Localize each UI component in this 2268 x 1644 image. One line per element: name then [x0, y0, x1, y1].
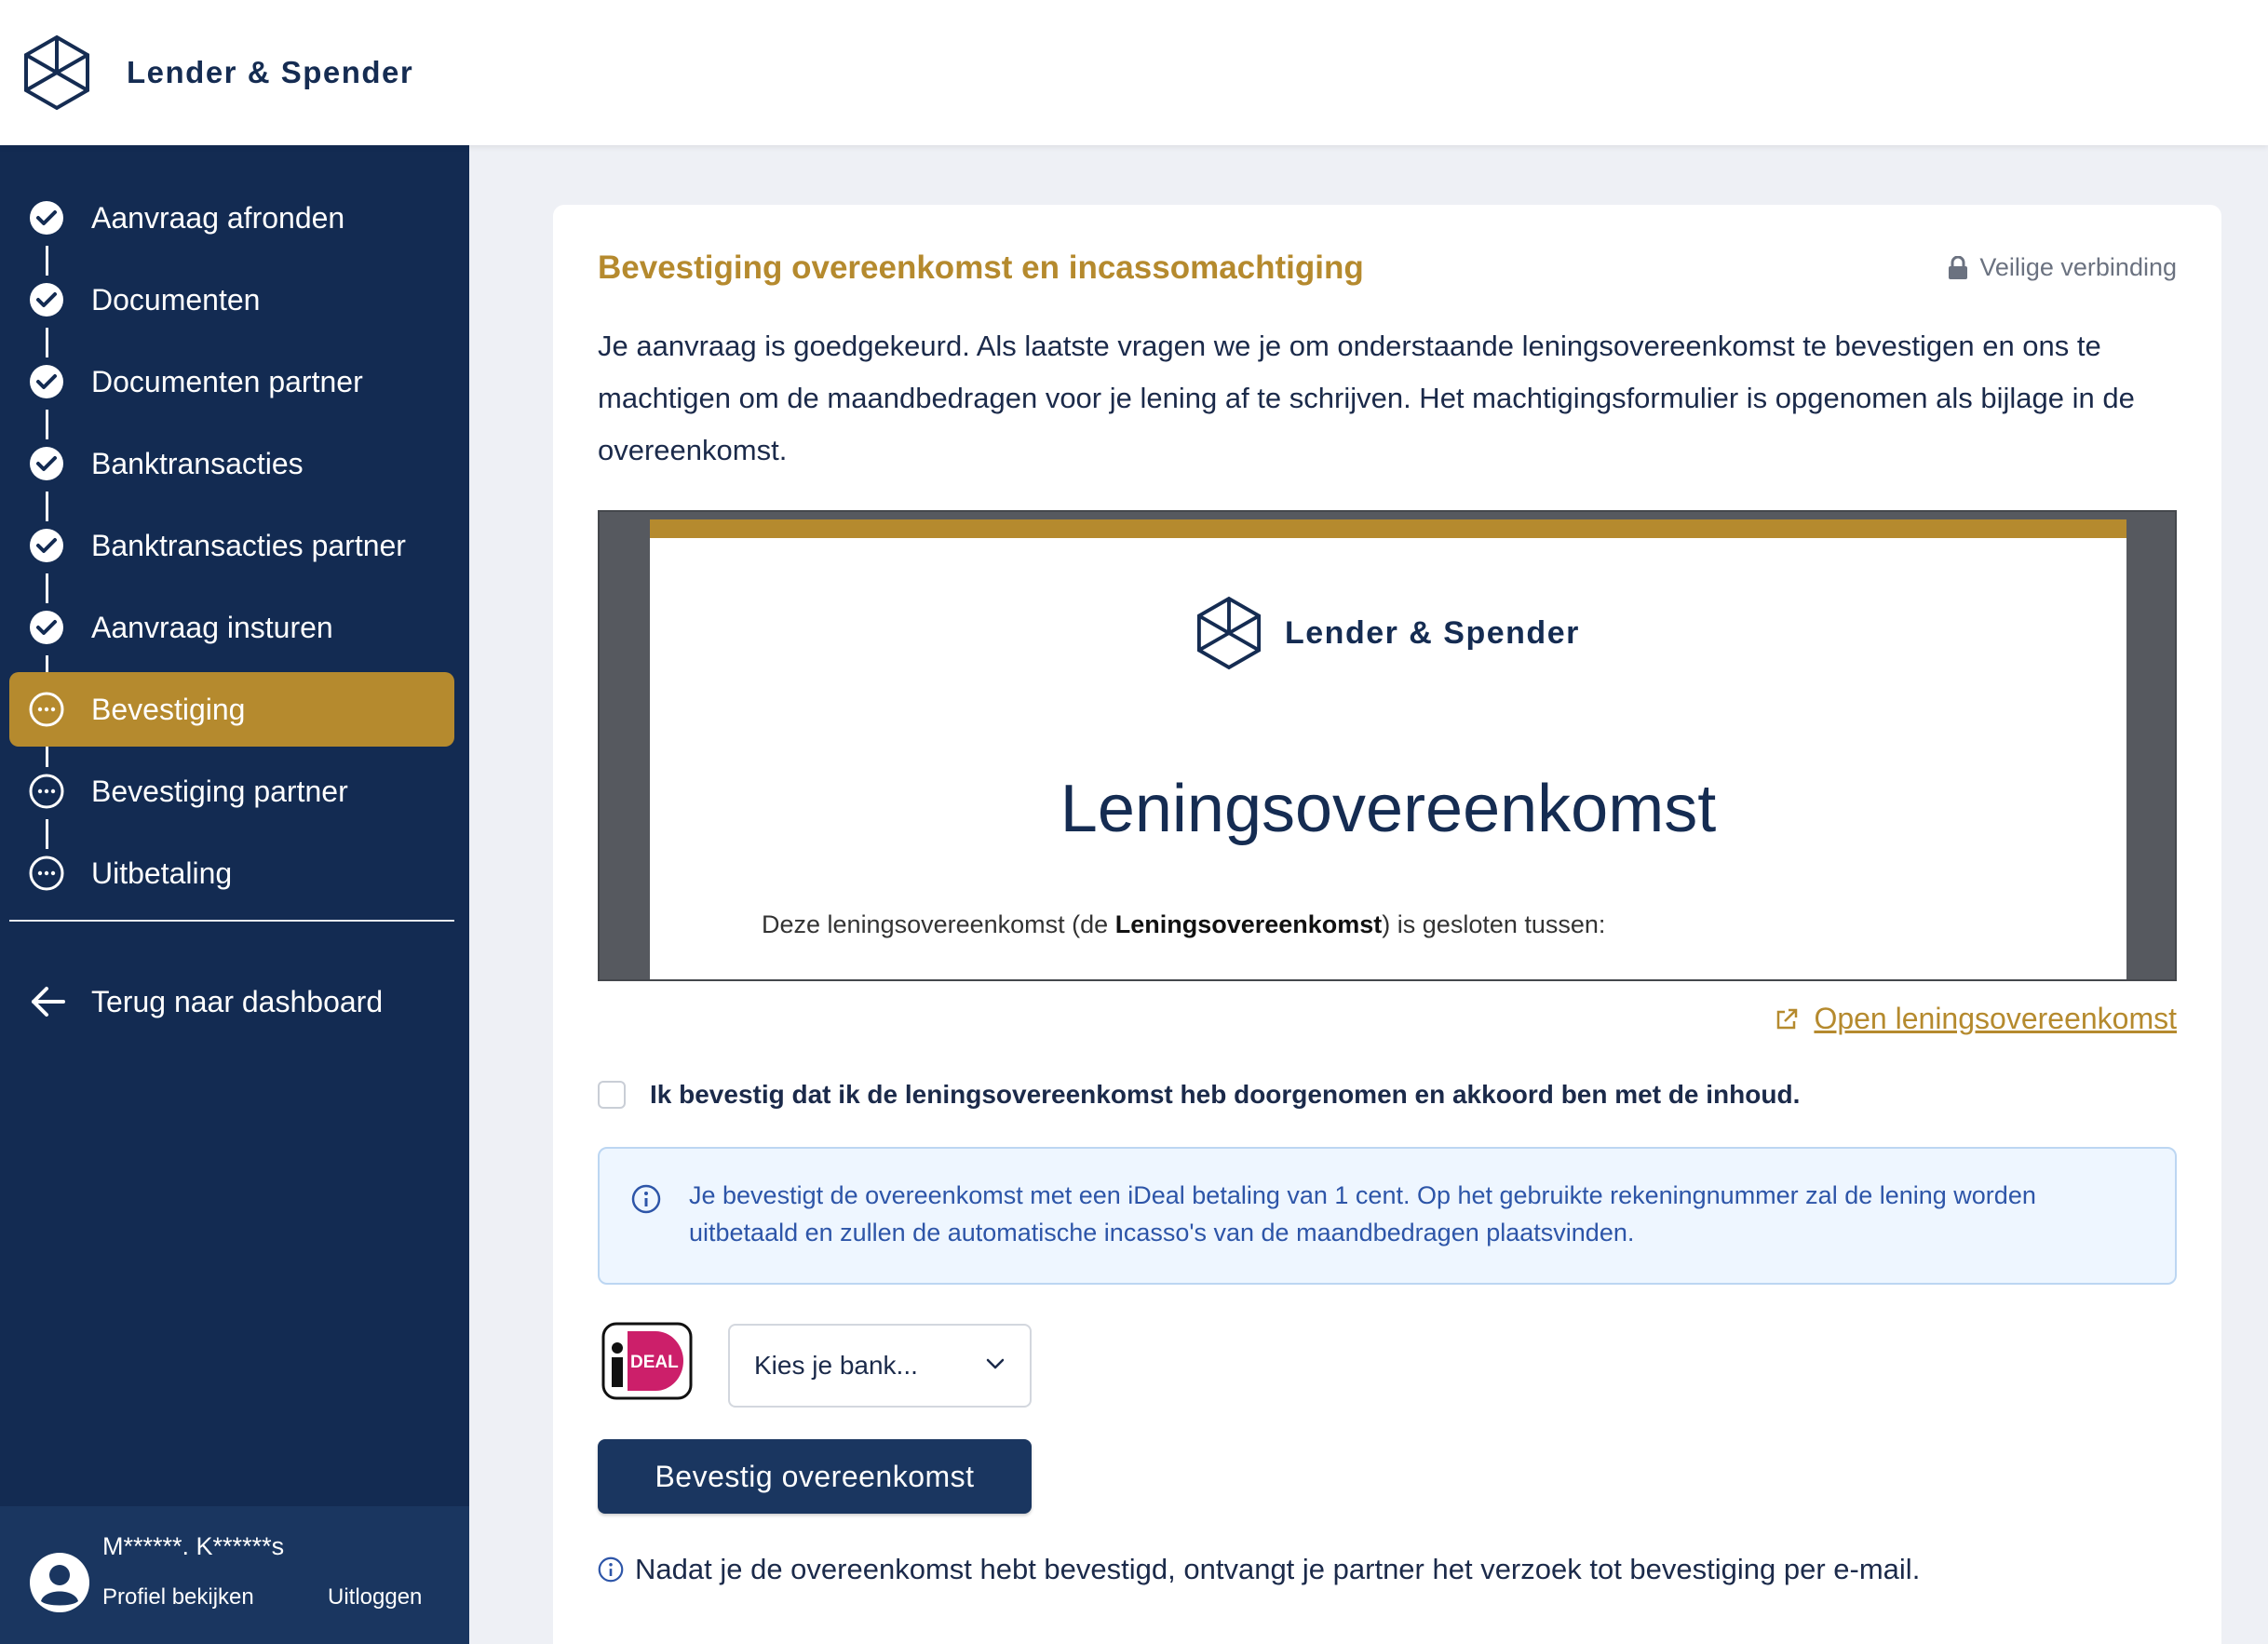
back-to-dashboard-link[interactable]: [9, 964, 454, 1039]
brand-logo-icon: [1195, 596, 1262, 670]
sidebar-item-banktransacties-partner[interactable]: [9, 508, 454, 583]
sidebar-item-documenten-partner[interactable]: [9, 344, 454, 419]
confirmation-card: [553, 205, 2221, 1644]
sidebar-item-aanvraag-afronden[interactable]: [9, 181, 454, 255]
document-title: Leningsovereenkomst: [1060, 772, 1717, 846]
bank-select[interactable]: [728, 1324, 1032, 1408]
sidebar-item-label: Documenten partner: [91, 364, 363, 398]
brand-logo-icon[interactable]: [22, 34, 91, 111]
document-text-bold: Leningsovereenkomst: [1114, 910, 1383, 938]
sidebar-item-label: Aanvraag insturen: [91, 610, 333, 644]
sidebar-item-label: Aanvraag afronden: [91, 200, 345, 235]
sidebar-item-label: Uitbetaling: [91, 856, 233, 890]
user-avatar-icon[interactable]: [28, 1551, 91, 1614]
check-circle-icon: [28, 445, 65, 482]
sidebar-divider: [9, 920, 454, 922]
document-text-start: Deze leningsovereenkomst (de: [762, 910, 1115, 938]
check-circle-icon: [28, 281, 65, 318]
sidebar-item-bevestiging-partner[interactable]: [9, 754, 454, 829]
confirm-checkbox[interactable]: [598, 1081, 626, 1109]
check-circle-icon: [28, 199, 65, 236]
chevron-down-icon: [985, 1357, 1006, 1370]
document-brand-name: Lender & Spender: [1285, 614, 1580, 651]
partner-note-text: Nadat je de overeenkomst hebt bevestigd, ontvangt je partner het verzoek tot bevestiging per e-mail.: [635, 1553, 1921, 1585]
check-circle-icon: [28, 363, 65, 400]
secure-connection-label: Veilige verbinding: [1979, 253, 2177, 281]
document-intro-text: [762, 910, 1605, 939]
more-circle-icon: [28, 855, 65, 892]
open-agreement-link[interactable]: [1775, 1002, 2177, 1036]
sidebar-item-banktransacties[interactable]: [9, 426, 454, 501]
partner-note: [598, 1553, 1920, 1586]
open-agreement-label: Open leningsovereenkomst: [1814, 1002, 2177, 1035]
document-logo: [1195, 596, 1580, 670]
sidebar-item-documenten[interactable]: [9, 263, 454, 337]
view-profile-link[interactable]: Profiel bekijken: [102, 1584, 254, 1610]
sidebar-item-label: Documenten: [91, 282, 261, 317]
sidebar-item-uitbetaling[interactable]: [9, 836, 454, 910]
ideal-info-box: [598, 1147, 2177, 1285]
profile-panel: [0, 1506, 469, 1644]
sidebar-item-label: Bevestiging partner: [91, 774, 348, 808]
ideal-logo-icon: [601, 1322, 693, 1400]
lock-icon: [1948, 256, 1968, 280]
info-icon: [631, 1184, 661, 1214]
info-icon: [598, 1556, 624, 1583]
sidebar: [0, 145, 469, 1644]
sidebar-item-label: Banktransacties partner: [91, 528, 406, 562]
check-circle-icon: [28, 609, 65, 646]
sidebar-item-aanvraag-insturen[interactable]: [9, 590, 454, 665]
confirm-checkbox-label[interactable]: Ik bevestig dat ik de leningsovereenkomst heb doorgenomen en akkoord ben met de inhoud.: [650, 1080, 1801, 1109]
ideal-logo-text: DEAL: [630, 1353, 679, 1372]
top-header: [0, 0, 2268, 145]
document-page: [650, 519, 2126, 981]
more-circle-icon: [28, 691, 65, 728]
sidebar-item-label: Bevestiging: [91, 692, 246, 726]
confirm-agreement-button[interactable]: Bevestig overeenkomst: [598, 1439, 1032, 1514]
page-title: Bevestiging overeenkomst en incassomachtiging: [598, 249, 1364, 286]
bank-select-value: Kies je bank...: [754, 1351, 918, 1380]
sidebar-item-label: Banktransacties: [91, 446, 304, 480]
intro-text: Je aanvraag is goedgekeurd. Als laatste vragen we je om onderstaande leningsovereenkomst te bevestigen en ons te machtigen om de maandbedragen voor je lening af te schrijven. Het machtigingsformulier is opgenomen als bijlage in de overeenkomst.: [598, 330, 2135, 466]
brand-name[interactable]: Lender & Spender: [127, 55, 414, 89]
sidebar-item-bevestiging[interactable]: [9, 672, 454, 747]
back-to-dashboard-label: Terug naar dashboard: [91, 984, 384, 1018]
logout-link[interactable]: Uitloggen: [328, 1584, 423, 1610]
ideal-info-text: Je bevestigt de overeenkomst met een iDeal betaling van 1 cent. Op het gebruikte rekeningnummer zal de lening worden uitbetaald en zullen de automatische incasso's van de maandbedragen plaatsvinden.: [689, 1181, 2036, 1246]
confirm-checkbox-row[interactable]: [598, 1080, 1800, 1110]
profile-name: M******. K******s: [102, 1532, 285, 1560]
check-circle-icon: [28, 527, 65, 564]
more-circle-icon: [28, 773, 65, 810]
document-preview[interactable]: [598, 510, 2177, 981]
secure-connection-badge: [1948, 253, 2177, 282]
document-text-end: ) is gesloten tussen:: [1382, 910, 1606, 938]
arrow-left-icon: [28, 982, 67, 1021]
external-link-icon: [1775, 1007, 1799, 1031]
